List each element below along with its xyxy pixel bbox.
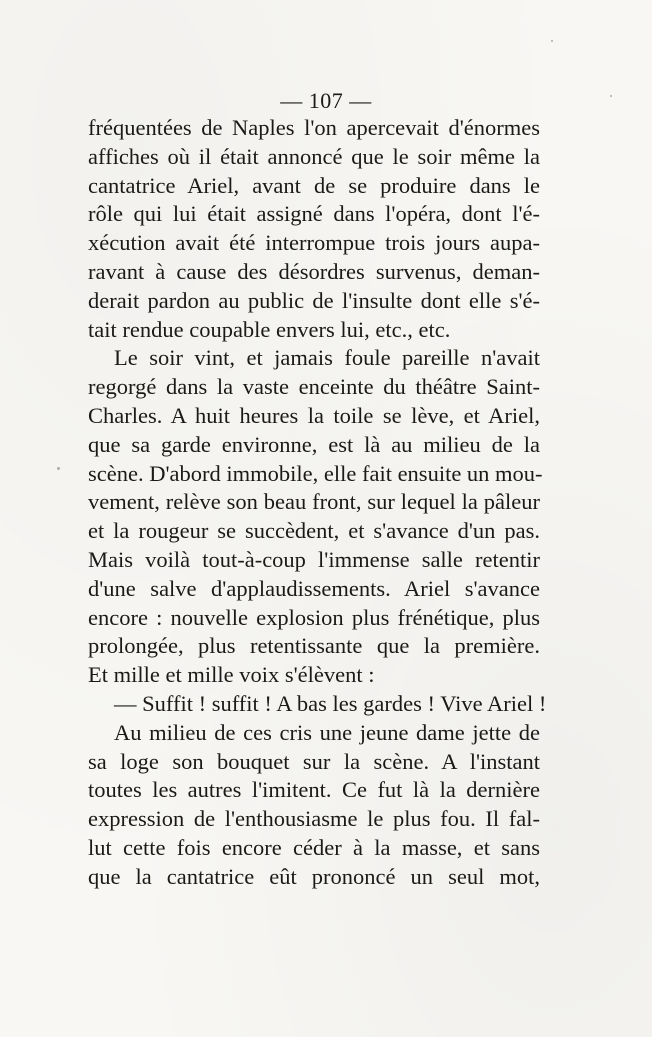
- text-line: Charles. A huit heures la toile se lève, et Ariel,: [88, 402, 540, 428]
- text-line: xécution avait été interrompue trois jours aupa-: [88, 230, 540, 256]
- text-line: regorgé dans la vaste enceinte du théâtre Saint-: [88, 374, 540, 400]
- text-line: Et mille et mille voix s'élèvent :: [88, 662, 375, 688]
- text-line: et la rougeur se succèdent, et s'avance d'un pas.: [88, 518, 540, 544]
- text-line: rôle qui lui était assigné dans l'opéra, dont l'é-: [88, 201, 540, 227]
- text-line: fréquentées de Naples l'on apercevait d'énormes: [88, 115, 540, 140]
- paper-speck: [551, 40, 553, 42]
- text-line: d'une salve d'applaudissements. Ariel s'avance: [88, 575, 540, 601]
- text-line: prolongée, plus retentissante que la première.: [88, 633, 540, 659]
- text-line: derait pardon au public de l'insulte dont elle s'é-: [88, 287, 540, 313]
- text-line: sa loge son bouquet sur la scène. A l'instant: [88, 748, 540, 774]
- text-line: cantatrice Ariel, avant de se produire dans le: [88, 172, 540, 198]
- text-line: toutes les autres l'imitent. Ce fut là la dernière: [88, 777, 540, 803]
- text-line: Mais voilà tout-à-coup l'immense salle retentir: [88, 546, 540, 572]
- text-line: tait rendue coupable envers lui, etc., etc.: [88, 316, 451, 342]
- text-line: que sa garde environne, est là au milieu de la: [88, 431, 540, 457]
- text-line: expression de l'enthousiasme le plus fou. Il fal-: [88, 806, 540, 832]
- paper-speck: [610, 95, 612, 97]
- text-line: affiches où il était annoncé que le soir même la: [88, 143, 540, 169]
- text-line: Au milieu de ces cris une jeune dame jette de: [114, 719, 540, 745]
- text-line: — Suffit ! suffit ! A bas les gardes ! Vive Ariel !: [114, 690, 547, 716]
- text-line: scène. D'abord immobile, elle fait ensuite un mou-: [88, 460, 543, 486]
- paper-speck: [57, 467, 60, 470]
- page-number: — 107 —: [280, 88, 372, 113]
- body-text: [88, 114, 547, 892]
- text-line: ravant à cause des désordres survenus, deman-: [88, 258, 540, 284]
- text-line: vement, relève son beau front, sur lequel la pâleur: [88, 489, 540, 515]
- text-line: encore : nouvelle explosion plus frénétique, plus: [88, 604, 540, 630]
- text-line: Le soir vint, et jamais foule pareille n'avait: [114, 345, 540, 371]
- text-line: que la cantatrice eût prononcé un seul mot,: [88, 863, 540, 889]
- text-line: lut cette fois encore céder à la masse, et sans: [88, 834, 540, 860]
